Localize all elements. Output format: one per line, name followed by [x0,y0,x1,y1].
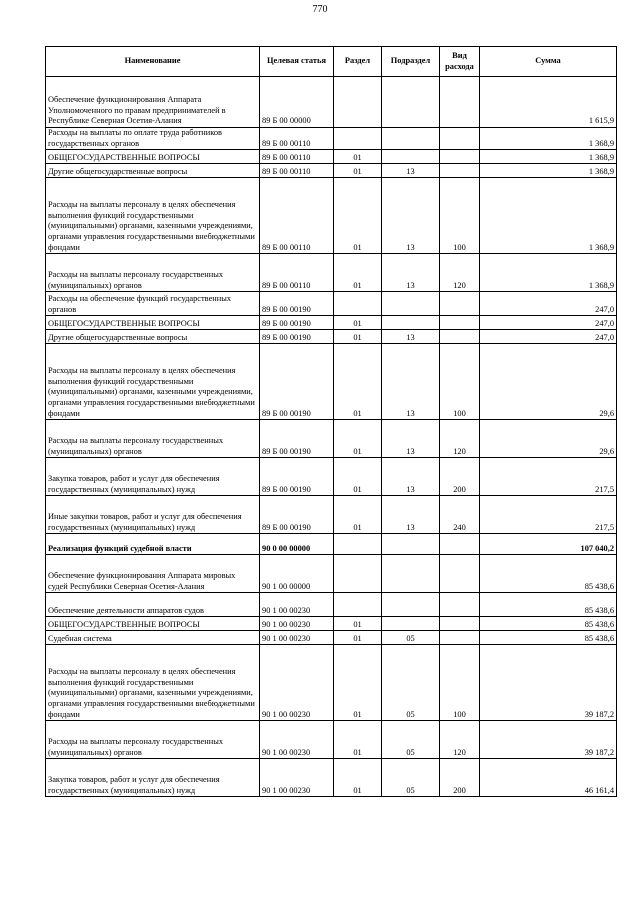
cell-amount: 85 438,6 [480,617,617,631]
header-name: Наименование [46,47,260,77]
cell-expense-type [440,292,480,316]
cell-amount: 39 187,2 [480,721,617,759]
cell-expense-type [440,150,480,164]
table-row [46,555,617,593]
cell-subsection [382,316,440,330]
cell-section: 01 [334,164,382,178]
cell-name: Судебная система [46,631,260,645]
cell-subsection: 13 [382,420,440,458]
cell-subsection [382,292,440,316]
cell-section [334,77,382,128]
cell-target: 90 1 00 00230 [260,631,334,645]
cell-target: 89 Б 00 00110 [260,178,334,254]
cell-section: 01 [334,344,382,420]
cell-expense-type: 240 [440,496,480,534]
cell-section: 01 [334,617,382,631]
header-target: Целевая статья [260,47,334,77]
cell-section: 01 [334,721,382,759]
cell-target: 89 Б 00 00190 [260,344,334,420]
table-row [46,458,617,496]
cell-expense-type: 100 [440,178,480,254]
cell-amount: 39 187,2 [480,645,617,721]
cell-amount: 85 438,6 [480,593,617,617]
cell-subsection [382,150,440,164]
cell-amount: 1 368,9 [480,254,617,292]
cell-expense-type: 100 [440,645,480,721]
cell-expense-type: 100 [440,344,480,420]
cell-section: 01 [334,254,382,292]
cell-amount: 247,0 [480,316,617,330]
cell-subsection [382,77,440,128]
cell-target: 90 1 00 00230 [260,617,334,631]
table-row [46,316,617,330]
cell-amount: 247,0 [480,292,617,316]
cell-subsection: 13 [382,496,440,534]
cell-expense-type [440,631,480,645]
cell-subsection [382,534,440,555]
cell-name: Обеспечение деятельности аппаратов судов [46,593,260,617]
cell-target: 89 Б 00 00190 [260,316,334,330]
cell-amount: 1 368,9 [480,178,617,254]
cell-subsection: 05 [382,631,440,645]
cell-expense-type: 200 [440,458,480,496]
cell-name: ОБЩЕГОСУДАРСТВЕННЫЕ ВОПРОСЫ [46,617,260,631]
table-row [46,344,617,420]
cell-target: 89 Б 00 00000 [260,77,334,128]
budget-table [45,46,617,797]
cell-subsection: 13 [382,344,440,420]
cell-name: Обеспечение функционирования Аппарата Уполномоченного по правам предпринимателей в Республике Северная Осетия-Алания [46,77,260,128]
cell-name: ОБЩЕГОСУДАРСТВЕННЫЕ ВОПРОСЫ [46,316,260,330]
cell-name: Закупка товаров, работ и услуг для обеспечения государственных (муниципальных) нужд [46,458,260,496]
cell-expense-type [440,555,480,593]
cell-expense-type [440,593,480,617]
table-row [46,631,617,645]
cell-subsection: 05 [382,645,440,721]
cell-name: Расходы на выплаты персоналу государственных (муниципальных) органов [46,254,260,292]
cell-section [334,534,382,555]
cell-target: 89 Б 00 00110 [260,254,334,292]
cell-name: Расходы на выплаты персоналу в целях обеспечения выполнения функций государственными (муниципальными) органами, казенными учреждениями, органами управления государственными внебюджетными фондами [46,344,260,420]
cell-amount: 217,5 [480,496,617,534]
cell-section [334,128,382,150]
cell-amount: 107 040,2 [480,534,617,555]
cell-target: 90 1 00 00000 [260,555,334,593]
cell-target: 89 Б 00 00190 [260,420,334,458]
cell-amount: 217,5 [480,458,617,496]
cell-target: 90 1 00 00230 [260,759,334,797]
table-row [46,128,617,150]
cell-subsection: 05 [382,759,440,797]
cell-target: 89 Б 00 00190 [260,496,334,534]
cell-target: 90 0 00 00000 [260,534,334,555]
cell-amount: 29,6 [480,420,617,458]
table-row [46,178,617,254]
cell-name: Расходы на выплаты по оплате труда работников государственных органов [46,128,260,150]
cell-expense-type: 120 [440,420,480,458]
cell-expense-type: 120 [440,254,480,292]
cell-name: Закупка товаров, работ и услуг для обеспечения государственных (муниципальных) нужд [46,759,260,797]
cell-section: 01 [334,330,382,344]
cell-subsection: 13 [382,254,440,292]
cell-target: 89 Б 00 00110 [260,150,334,164]
table-row [46,496,617,534]
cell-name: Иные закупки товаров, работ и услуг для обеспечения государственных (муниципальных) нужд [46,496,260,534]
cell-section: 01 [334,759,382,797]
cell-target: 89 Б 00 00190 [260,458,334,496]
cell-amount: 46 161,4 [480,759,617,797]
cell-name: Расходы на обеспечение функций государственных органов [46,292,260,316]
cell-amount: 29,6 [480,344,617,420]
cell-name: Другие общегосударственные вопросы [46,164,260,178]
cell-expense-type [440,534,480,555]
cell-target: 90 1 00 00230 [260,645,334,721]
cell-target: 89 Б 00 00190 [260,292,334,316]
cell-target: 89 Б 00 00190 [260,330,334,344]
cell-name: ОБЩЕГОСУДАРСТВЕННЫЕ ВОПРОСЫ [46,150,260,164]
cell-amount: 1 615,9 [480,77,617,128]
cell-section: 01 [334,316,382,330]
cell-name: Расходы на выплаты персоналу в целях обеспечения выполнения функций государственными (муниципальными) органами, казенными учреждениями, органами управления государственными внебюджетными фондами [46,178,260,254]
header-section: Раздел [334,47,382,77]
cell-target: 90 1 00 00230 [260,593,334,617]
cell-section: 01 [334,420,382,458]
table-row [46,593,617,617]
cell-name: Расходы на выплаты персоналу государственных (муниципальных) органов [46,721,260,759]
page-number: 770 [312,4,328,15]
header-subsection: Подраздел [382,47,440,77]
cell-name: Расходы на выплаты персоналу в целях обеспечения выполнения функций государственными (муниципальными) органами, казенными учреждениями, органами управления государственными внебюджетными фондами [46,645,260,721]
cell-subsection: 05 [382,721,440,759]
cell-name: Расходы на выплаты персоналу государственных (муниципальных) органов [46,420,260,458]
cell-subsection [382,617,440,631]
cell-target: 89 Б 00 00110 [260,128,334,150]
cell-subsection: 13 [382,164,440,178]
cell-section [334,292,382,316]
cell-section [334,593,382,617]
table-row [46,254,617,292]
cell-expense-type [440,164,480,178]
table-row [46,721,617,759]
cell-section: 01 [334,645,382,721]
cell-subsection [382,128,440,150]
cell-expense-type [440,316,480,330]
cell-expense-type: 120 [440,721,480,759]
header-expense-type: Вид расхода [440,47,480,77]
cell-expense-type: 200 [440,759,480,797]
cell-amount: 1 368,9 [480,128,617,150]
cell-target: 89 Б 00 00110 [260,164,334,178]
cell-amount: 85 438,6 [480,555,617,593]
table-row [46,420,617,458]
cell-subsection: 13 [382,458,440,496]
table-row [46,617,617,631]
table-row [46,759,617,797]
cell-subsection: 13 [382,178,440,254]
cell-section: 01 [334,458,382,496]
cell-section [334,555,382,593]
cell-expense-type [440,617,480,631]
table-header-row [46,47,617,77]
table-row [46,150,617,164]
table-row [46,330,617,344]
table-row [46,77,617,128]
cell-expense-type [440,330,480,344]
cell-expense-type [440,128,480,150]
cell-target: 90 1 00 00230 [260,721,334,759]
cell-section: 01 [334,178,382,254]
cell-subsection: 13 [382,330,440,344]
table-row [46,164,617,178]
table-row [46,292,617,316]
cell-subsection [382,555,440,593]
cell-amount: 1 368,9 [480,150,617,164]
header-amount: Сумма [480,47,617,77]
cell-section: 01 [334,496,382,534]
table-row [46,534,617,555]
cell-subsection [382,593,440,617]
cell-section: 01 [334,631,382,645]
cell-name: Реализация функций судебной власти [46,534,260,555]
cell-name: Обеспечение функционирования Аппарата мировых судей Республики Северная Осетия-Алания [46,555,260,593]
table-body [46,77,617,797]
cell-expense-type [440,77,480,128]
cell-section: 01 [334,150,382,164]
cell-amount: 247,0 [480,330,617,344]
cell-name: Другие общегосударственные вопросы [46,330,260,344]
cell-amount: 85 438,6 [480,631,617,645]
table-row [46,645,617,721]
cell-amount: 1 368,9 [480,164,617,178]
